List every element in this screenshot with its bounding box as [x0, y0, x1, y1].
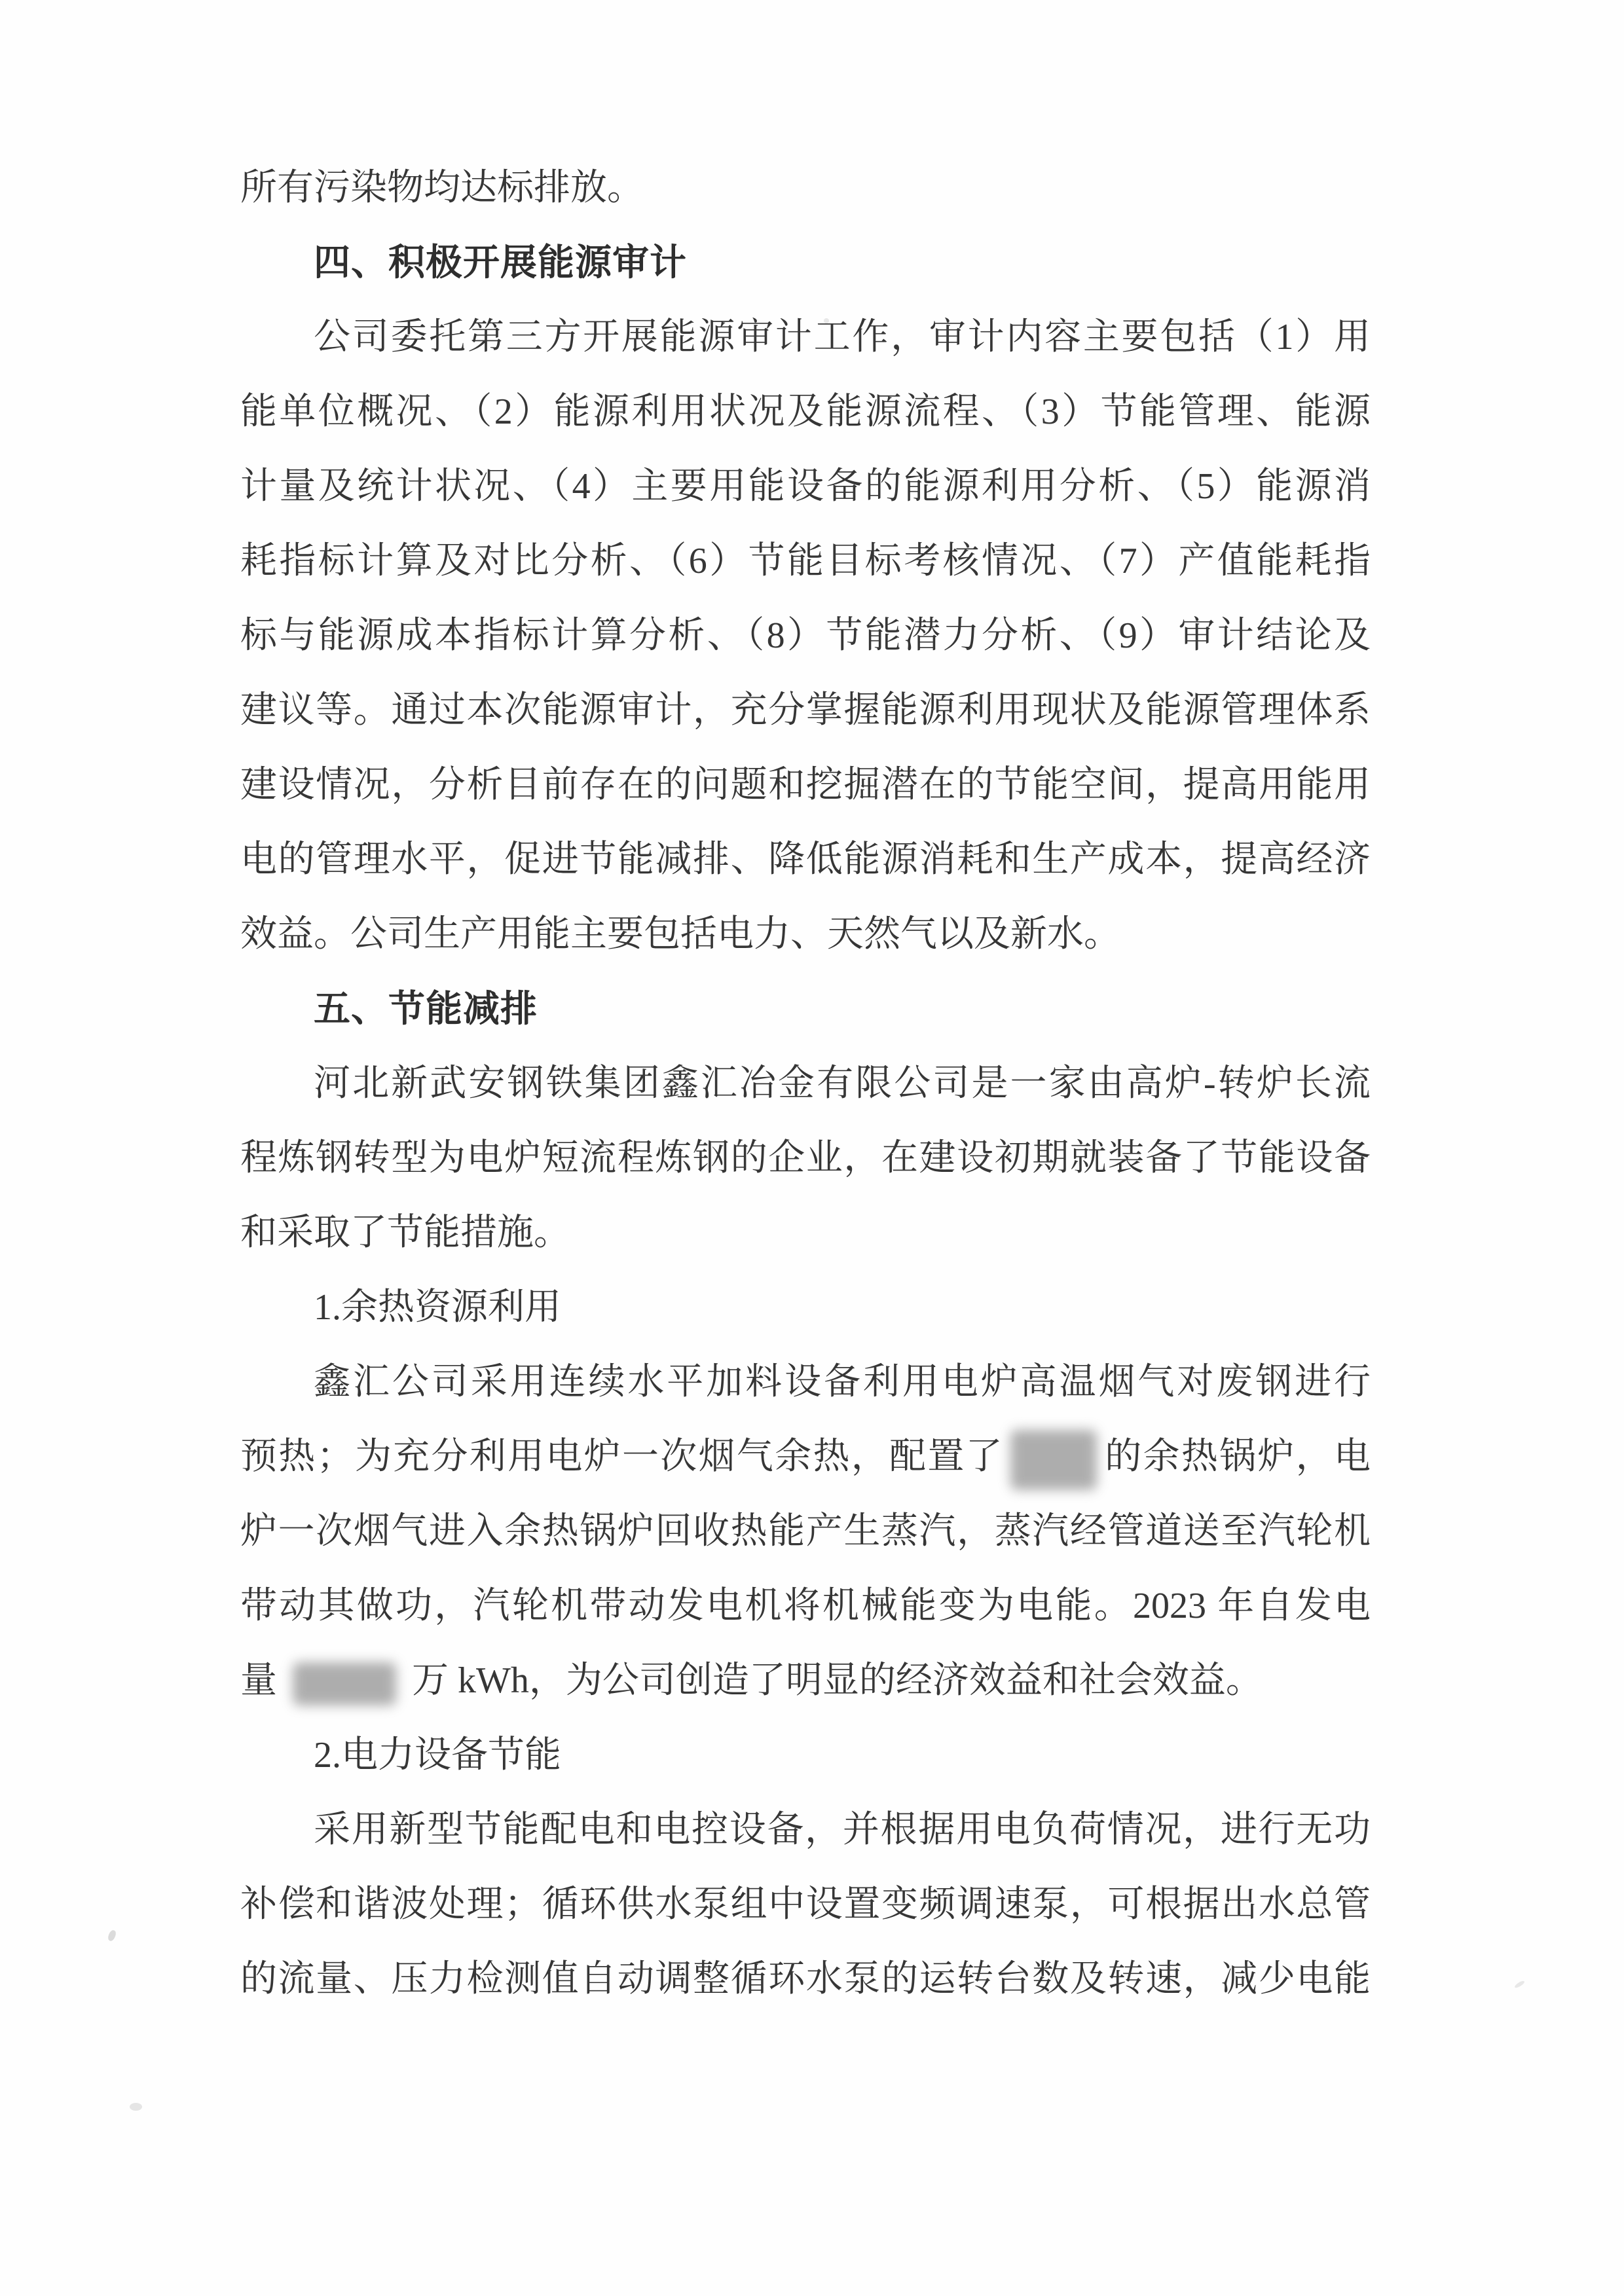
line-text: 2.电力设备节能: [314, 1735, 561, 1776]
line-text: 和采取了节能措施。: [240, 1212, 570, 1253]
text-line: [240, 151, 1371, 225]
text-line: [240, 1270, 1371, 1345]
text-line: [240, 374, 1371, 449]
line-text: 公司委托第三方开展能源审计工作，审计内容主要包括（1）用: [314, 317, 1371, 357]
line-text: 计量及统计状况、（4）主要用能设备的能源利用分析、（5）能源消: [240, 466, 1371, 507]
line-text: 炉一次烟气进入余热锅炉回收热能产生蒸汽，蒸汽经管道送至汽轮机: [240, 1511, 1371, 1552]
text-line: [240, 1121, 1371, 1195]
scan-artifact: [1514, 1980, 1526, 1989]
text-line: [240, 300, 1371, 374]
text-line: [240, 1494, 1371, 1569]
text-line: [240, 673, 1371, 748]
text-line: [240, 1643, 1371, 1718]
text-line: [240, 1046, 1371, 1121]
section-heading-text: 四、积极开展能源审计: [314, 242, 687, 283]
text-line: [240, 1793, 1371, 1867]
text-line: [240, 822, 1371, 897]
text-line: [240, 1718, 1371, 1793]
line-text: 标与能源成本指标计算分析、（8）节能潜力分析、（9）审计结论及: [240, 615, 1371, 656]
line-text: 补偿和谐波处理；循环供水泵组中设置变频调速泵，可根据出水总管: [240, 1884, 1371, 1925]
line-text: 建设情况，分析目前存在的问题和挖掘潜在的节能空间，提高用能用: [240, 765, 1371, 805]
line-text: 耗指标计算及对比分析、（6）节能目标考核情况、（7）产值能耗指: [240, 541, 1371, 581]
line-text: 量: [240, 1660, 286, 1701]
document-text-block: [240, 151, 1371, 2016]
scan-artifact: [107, 1929, 117, 1942]
line-text: 建议等。通过本次能源审计，充分掌握能源利用现状及能源管理体系: [240, 690, 1371, 731]
line-text: 能单位概况、（2）能源利用状况及能源流程、（3）节能管理、能源: [240, 392, 1371, 432]
line-text: 万 kWh，为公司创造了明显的经济效益和社会效益。: [403, 1660, 1263, 1701]
text-line: [240, 1195, 1371, 1270]
line-text: 电的管理水平，促进节能减排、降低能源消耗和生产成本，提高经济: [240, 839, 1371, 880]
line-text: 的余热锅炉，电: [1103, 1436, 1371, 1477]
scan-artifact: [130, 2103, 142, 2111]
text-line: [240, 1942, 1371, 2016]
section-heading-text: 五、节能减排: [314, 988, 538, 1029]
line-text: 1.余热资源利用: [314, 1287, 561, 1328]
line-text: 预热；为充分利用电炉一次烟气余热，配置了: [240, 1436, 1004, 1477]
text-line: [240, 1867, 1371, 1942]
text-line: [240, 897, 1371, 972]
line-text: 程炼钢转型为电炉短流程炼钢的企业，在建设初期就装备了节能设备: [240, 1138, 1371, 1178]
text-line: [240, 1419, 1371, 1494]
section-heading: [240, 225, 1371, 300]
text-line: [240, 1345, 1371, 1419]
line-text: 河北新武安钢铁集团鑫汇冶金有限公司是一家由高炉-转炉长流: [314, 1063, 1371, 1104]
text-line: [240, 598, 1371, 673]
text-line: [240, 524, 1371, 598]
line-text: 所有污染物均达标排放。: [240, 168, 644, 208]
redacted-text: [1010, 1430, 1097, 1490]
line-text: 效益。公司生产用能主要包括电力、天然气以及新水。: [240, 914, 1120, 955]
text-line: [240, 1569, 1371, 1643]
text-line: [240, 748, 1371, 822]
line-text: 的流量、压力检测值自动调整循环水泵的运转台数及转速，减少电能: [240, 1959, 1371, 1999]
redacted-text: [293, 1662, 396, 1705]
line-text: 采用新型节能配电和电控设备，并根据用电负荷情况，进行无功: [314, 1810, 1371, 1850]
section-heading: [240, 972, 1371, 1046]
line-text: 鑫汇公司采用连续水平加料设备利用电炉高温烟气对废钢进行: [314, 1362, 1371, 1402]
line-text: 带动其做功，汽轮机带动发电机将机械能变为电能。2023 年自发电: [240, 1586, 1371, 1626]
text-line: [240, 449, 1371, 524]
